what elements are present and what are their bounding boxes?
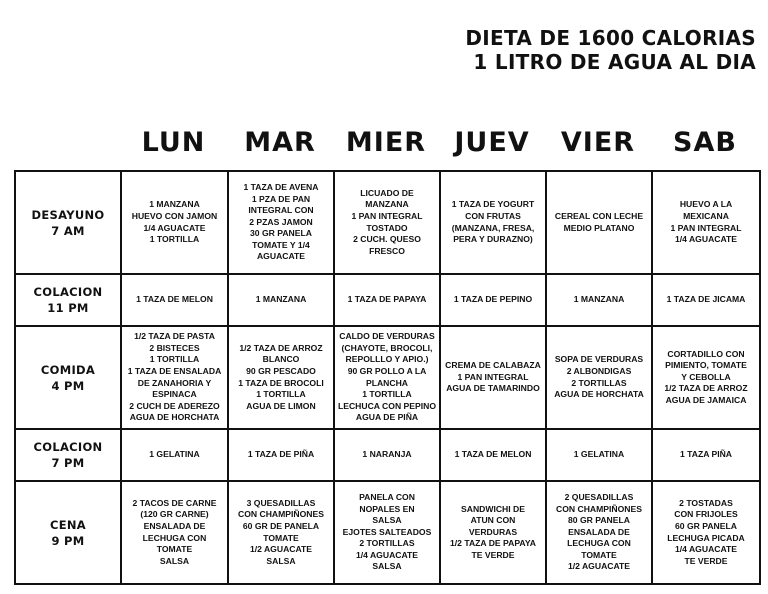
meal-cell: 1 TAZA DE MELON (121, 274, 228, 326)
meal-cell: SOPA DE VERDURAS 2 ALBONDIGAS 2 TORTILLAS AGUA DE HORCHATA (546, 326, 652, 429)
meal-cell: PANELA CON NOPALES EN SALSA EJOTES SALTEADOS 2 TORTILLAS 1/4 AGUACATE SALSA (334, 481, 440, 584)
meal-cell: 1 TAZA DE PAPAYA (334, 274, 440, 326)
meal-cell: CEREAL CON LECHE MEDIO PLATANO (546, 171, 652, 274)
day-header-lun: LUN (141, 127, 206, 158)
meal-cell: 1 TAZA DE YOGURT CON FRUTAS (MANZANA, FRESA, PERA Y DURAZNO) (440, 171, 546, 274)
table-row-comida (15, 326, 760, 429)
meal-cell: 1 GELATINA (546, 429, 652, 481)
meal-cell: 2 TOSTADAS CON FRIJOLES 60 GR PANELA LECHUGA PICADA 1/4 AGUACATE TE VERDE (652, 481, 760, 584)
day-header-sab: SAB (673, 127, 737, 158)
table-row-desayuno (15, 171, 760, 274)
meal-cell: 1 TAZA DE AVENA 1 PZA DE PAN INTEGRAL CON 2 PZAS JAMON 30 GR PANELA TOMATE Y 1/4 AGUACATE (228, 171, 334, 274)
meal-cell: 1 MANZANA HUEVO CON JAMON 1/4 AGUACATE 1 TORTILLA (121, 171, 228, 274)
diet-table (14, 170, 761, 585)
meal-cell: LICUADO DE MANZANA 1 PAN INTEGRAL TOSTADO 2 CUCH. QUESO FRESCO (334, 171, 440, 274)
meal-cell: HUEVO A LA MEXICANA 1 PAN INTEGRAL 1/4 AGUACATE (652, 171, 760, 274)
meal-cell: 1 TAZA DE PEPINO (440, 274, 546, 326)
page-title (465, 26, 756, 74)
day-header-juev: JUEV (454, 127, 530, 158)
meal-cell: 1 TAZA DE MELON (440, 429, 546, 481)
meal-cell: 2 TACOS DE CARNE (120 GR CARNE) ENSALADA DE LECHUGA CON TOMATE SALSA (121, 481, 228, 584)
meal-cell: 1 GELATINA (121, 429, 228, 481)
meal-cell: 1/2 TAZA DE PASTA 2 BISTECES 1 TORTILLA 1 TAZA DE ENSALADA DE ZANAHORIA Y ESPINACA 2 CUCH DE ADEREZO AGUA DE HORCHATA (121, 326, 228, 429)
meal-cell: CREMA DE CALABAZA 1 PAN INTEGRAL AGUA DE TAMARINDO (440, 326, 546, 429)
row-label-cena: CENA 9 PM (15, 481, 121, 584)
day-header-mar: MAR (244, 127, 316, 158)
meal-cell: 3 QUESADILLAS CON CHAMPIÑONES 60 GR DE PANELA TOMATE 1/2 AGUACATE SALSA (228, 481, 334, 584)
row-label-colacion-11: COLACION 11 PM (15, 274, 121, 326)
title-line-water: 1 LITRO DE AGUA AL DIA (473, 50, 756, 74)
day-header-row (0, 126, 768, 160)
day-header-vier: VIER (560, 127, 636, 158)
table-row-colacion-11 (15, 274, 760, 326)
meal-cell: 1 NARANJA (334, 429, 440, 481)
meal-cell: 1 TAZA DE JICAMA (652, 274, 760, 326)
meal-cell: 2 QUESADILLAS CON CHAMPIÑONES 80 GR PANELA ENSALADA DE LECHUGA CON TOMATE 1/2 AGUACATE (546, 481, 652, 584)
title-line-calories: DIETA DE 1600 CALORIAS (465, 26, 756, 50)
row-label-comida: COMIDA 4 PM (15, 326, 121, 429)
meal-cell: 1 MANZANA (546, 274, 652, 326)
row-label-desayuno: DESAYUNO 7 AM (15, 171, 121, 274)
row-label-colacion-7: COLACION 7 PM (15, 429, 121, 481)
meal-cell: 1 TAZA DE PIÑA (228, 429, 334, 481)
day-header-mier: MIER (345, 127, 427, 158)
table-row-colacion-7 (15, 429, 760, 481)
meal-cell: 1 MANZANA (228, 274, 334, 326)
meal-cell: CORTADILLO CON PIMIENTO, TOMATE Y CEBOLLA 1/2 TAZA DE ARROZ AGUA DE JAMAICA (652, 326, 760, 429)
meal-cell: 1/2 TAZA DE ARROZ BLANCO 90 GR PESCADO 1 TAZA DE BROCOLI 1 TORTILLA AGUA DE LIMON (228, 326, 334, 429)
meal-cell: CALDO DE VERDURAS (CHAYOTE, BROCOLI, REPOLLLO Y APIO.) 90 GR POLLO A LA PLANCHA 1 TORTILLA LECHUCA CON PEPINO AGUA DE PIÑA (334, 326, 440, 429)
meal-cell: 1 TAZA PIÑA (652, 429, 760, 481)
table-row-cena (15, 481, 760, 584)
meal-cell: SANDWICHI DE ATUN CON VERDURAS 1/2 TAZA DE PAPAYA TE VERDE (440, 481, 546, 584)
